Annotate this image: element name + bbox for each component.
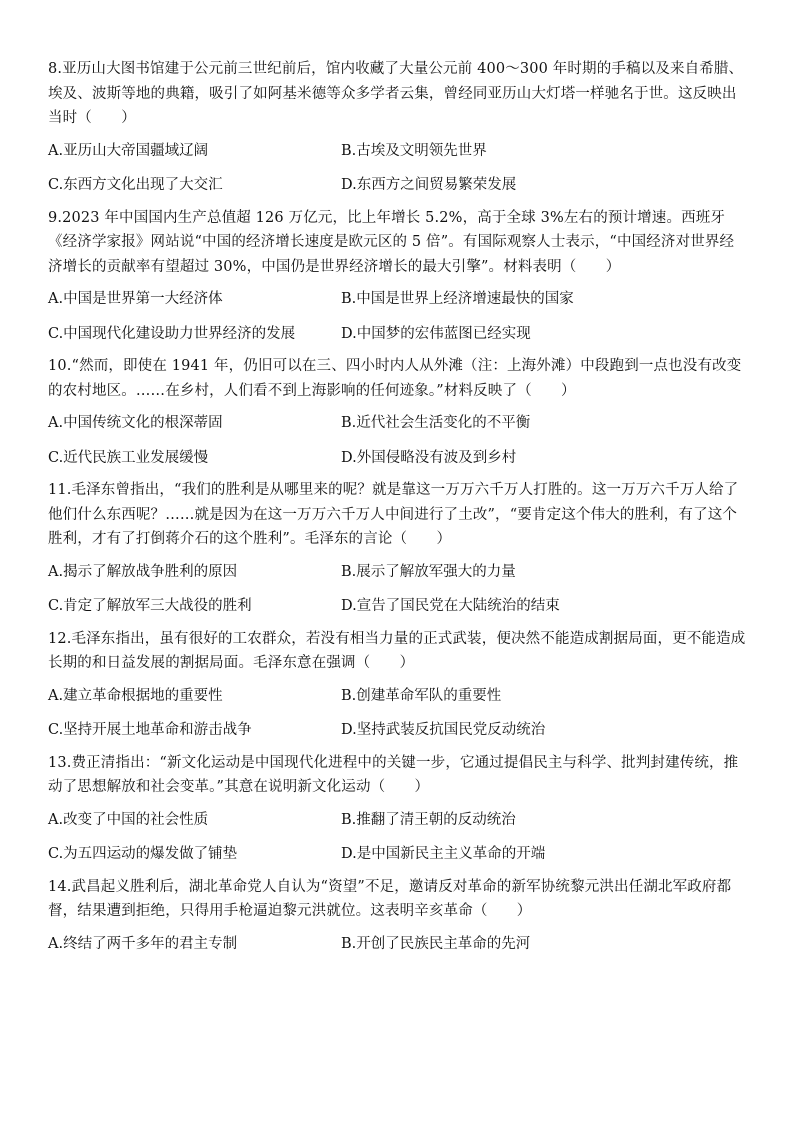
- option-d[interactable]: D.宣告了国民党在大陆统治的结束: [341, 598, 560, 614]
- question-13: [48, 751, 748, 867]
- question-14: [48, 875, 748, 957]
- question-stem: 13.费正清指出：“新文化运动是中国现代化进程中的关键一步，它通过提倡民主与科学、批判封建传统，推动了思想解放和社会变革。”其意在说明新文化运动（ ）: [48, 754, 739, 795]
- option-d[interactable]: D.外国侵略没有波及到乡村: [341, 449, 517, 466]
- option-c[interactable]: C.坚持开展土地革命和游击战争: [48, 722, 252, 738]
- option-b[interactable]: B.推翻了清王朝的反动统治: [341, 811, 516, 828]
- option-c[interactable]: C.中国现代化建设助力世界经济的发展: [48, 325, 296, 342]
- question-stem: 12.毛泽东指出，虽有很好的工农群众，若没有相当力量的正式武装，便决然不能造成割据局面，更不能造成长期的和日益发展的割据局面。毛泽东意在强调（ ）: [48, 630, 746, 671]
- option-a[interactable]: A.中国传统文化的根深蒂固: [48, 415, 223, 431]
- option-a[interactable]: A.中国是世界第一大经济体: [48, 291, 223, 307]
- option-d[interactable]: D.东西方之间贸易繁荣发展: [341, 177, 517, 193]
- question-stem: 14.武昌起义胜利后，湖北革命党人自认为“资望”不足，邀请反对革命的新军协统黎元洪出任湖北军政府都督，结果遭到拒绝，只得用手枪逼迫黎元洪就位。这表明辛亥革命（ ）: [48, 878, 732, 919]
- question-8: [48, 57, 748, 198]
- question-9: [48, 206, 748, 347]
- option-a[interactable]: A.亚历山大帝国疆域辽阔: [48, 142, 209, 159]
- option-a[interactable]: A.终结了两千多年的君主专制: [48, 935, 238, 952]
- option-c[interactable]: C.近代民族工业发展缓慢: [48, 449, 209, 466]
- answer-options: [48, 287, 748, 346]
- answer-options: [48, 808, 748, 867]
- question-11: [48, 478, 748, 619]
- question-10: [48, 354, 748, 470]
- option-c[interactable]: C.肯定了解放军三大战役的胜利: [48, 598, 252, 614]
- option-b[interactable]: B.开创了民族民主革命的先河: [341, 935, 531, 952]
- answer-options: [48, 411, 748, 470]
- option-b[interactable]: B.中国是世界上经济增速最快的国家: [341, 291, 574, 307]
- option-a[interactable]: A.建立革命根据地的重要性: [48, 687, 223, 704]
- question-stem: 11.毛泽东曾指出，“我们的胜利是从哪里来的呢？就是靠这一万万六千万人打胜的。这一万万六千万人给了他们什么东西呢？……就是因为在这一万万六千万人中间进行了土改”，“要肯定这个伟大的胜利，有了这个胜利，才有了打倒蒋介石的这个胜利”。毛泽东的言论（ ）: [48, 482, 739, 547]
- option-c[interactable]: C.东西方文化出现了大交汇: [48, 177, 223, 193]
- question-stem: 9.2023 年中国国内生产总值超 126 万亿元，比上年增长 5.2%，高于全球 3%左右的预计增速。西班牙《经济学家报》网站说“中国的经济增长速度是欧元区的 5 倍”。有国际观察人士表示，“中国经济对世界经济增长的贡献率有望超过 30%，中国仍是世界经济增长的最大引擎”。材料表明（ ）: [48, 209, 735, 275]
- option-b[interactable]: B.展示了解放军强大的力量: [341, 563, 516, 580]
- exam-page: [48, 57, 748, 964]
- answer-options: [48, 932, 748, 957]
- option-b[interactable]: B.古埃及文明领先世界: [341, 142, 487, 159]
- question-12: [48, 627, 748, 743]
- option-d[interactable]: D.中国梦的宏伟蓝图已经实现: [341, 325, 531, 342]
- option-c[interactable]: C.为五四运动的爆发做了铺垫: [48, 846, 238, 862]
- option-d[interactable]: D.是中国新民主主义革命的开端: [341, 846, 546, 862]
- answer-options: [48, 684, 748, 743]
- option-a[interactable]: A.改变了中国的社会性质: [48, 811, 209, 828]
- question-stem: 8.亚历山大图书馆建于公元前三世纪前后，馆内收藏了大量公元前 400～300 年时期的手稿以及来自希腊、埃及、波斯等地的典籍，吸引了如阿基米德等众多学者云集，曾经同亚历山大灯塔一样驰名于世。这反映出当时（ ）: [48, 61, 744, 126]
- option-b[interactable]: B.创建革命军队的重要性: [341, 687, 502, 704]
- option-a[interactable]: A.揭示了解放战争胜利的原因: [48, 563, 238, 580]
- question-stem: 10.“然而，即使在 1941 年，仍旧可以在三、四小时内人从外滩（注：上海外滩）中段跑到一点也没有改变的农村地区。……在乡村，人们看不到上海影响的任何迹象。”材料反映了（ ）: [48, 358, 742, 399]
- answer-options: [48, 560, 748, 619]
- option-d[interactable]: D.坚持武装反抗国民党反动统治: [341, 722, 546, 738]
- option-b[interactable]: B.近代社会生活变化的不平衡: [341, 415, 531, 431]
- answer-options: [48, 139, 748, 198]
